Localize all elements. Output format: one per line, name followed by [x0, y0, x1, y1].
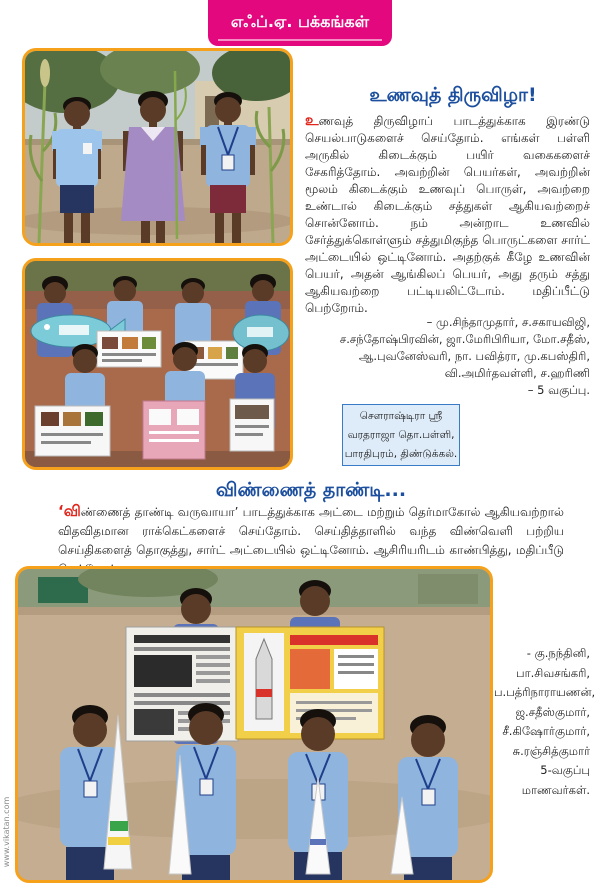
credit-line: மாணவர்கள்.: [521, 782, 590, 797]
school-line: வரதராஜா தொ.பள்ளி,: [347, 429, 455, 441]
drop-letter: உ: [305, 111, 319, 129]
credit-line: பா.சிவசங்கரி,: [516, 665, 590, 680]
chart-card: [230, 399, 274, 451]
credit-line: ப.பத்ரிநாராயணன்,: [494, 685, 596, 699]
credit-line: - கு.நந்தினி,: [526, 646, 590, 660]
chart-card: [35, 406, 110, 456]
student-credits: [300, 314, 590, 399]
credit-line: வி.அமிர்தவள்ளி, ச.ஹரிணி: [444, 366, 590, 380]
paragraph-text: ணவுத் திருவிழாப் பாடத்துக்காக இரண்டு செயல்பாடுகளைச் செய்தோம். எங்கள் பள்ளி அருகில் கிடைக்கும் பயிர் வகைகளைச் சேகரித்தோம். அவற்றின் பெயர்கள், அவற்றின் மூலம் கிடைக்கும் உணவுப் பொருள், அவற்றை உண்டால் கிடைக்கும் சத்துகள் ஆகியவற்றைச் சொன்னோம். நம் அன்றாட உணவில் சேர்த்துக்கொள்ளும் சத்துமிகுந்த பொருட்களை சார்ட் அட்டையில் ஒட்டினோம். அதற்குக் கீழே உணவின் பெயர், அதன் ஆங்கிலப் பெயர், அது தரும் சத்து ஆகியவற்றை பட்டியலிட்டோம். மதிப்பீட்டு பெற்றோம்.: [305, 114, 590, 315]
student-credits: [494, 644, 596, 800]
paragraph-text: ண்ணைத் தாண்டி வருவாயா’ பாடத்துக்காக அட்டை மற்றும் தெர்மாகோல் ஆகியவற்றால் விதவிதமான ராக்கெட்களைச் செய்தோம். செய்தித்தாளில் வந்த விண்வெளி பற்றிய செய்திகளைத் தொகுத்து, சார்ட் அட்டையில் ஒட்டினோம். ஆசிரியரிடம் காண்பித்து, மதிப்பீடு: [58, 505, 565, 557]
school-name-box: [342, 404, 460, 466]
photo-students-with-charts: [22, 258, 293, 470]
school-line: பாரதிபுரம், திண்டுக்கல்.: [344, 448, 458, 460]
credit-line: 5-வகுப்பு: [540, 763, 590, 777]
photo-scene: [25, 261, 290, 467]
photo-scene: [18, 569, 490, 880]
credit-line: சீ.கிஷோர்குமார்,: [502, 724, 590, 738]
credit-line: ஜ.சதீஸ்குமார்,: [515, 704, 590, 719]
article-paragraph: [305, 112, 590, 317]
section-tab: எஃப்.ஏ. பக்கங்கள்: [208, 0, 392, 46]
website-url: www.vikatan.com: [2, 796, 11, 868]
section-title-food-festival: உணவுத் திருவிழா!: [369, 84, 537, 106]
photo-students-with-plants: [22, 48, 293, 246]
credit-line: ச.சந்தோஷ்பிரவின், ஜா.மேரிபிரியா, மோ.சதீஸ்,: [339, 332, 590, 346]
chart-card: [97, 331, 161, 367]
credit-line: – மு.சிந்தாமுதார், ச.சகாயவிஜி,: [426, 315, 590, 329]
section-title-beyond-sky: விண்ணைத் தாண்டி...: [215, 479, 407, 501]
photo-students-with-rockets: [15, 566, 493, 883]
credit-line: ஆ.புவனேஸ்வரி, நா. பவித்ரா, மு.கபஸ்திரி,: [358, 349, 590, 363]
photo-scene: [25, 51, 290, 243]
school-line: சௌராஷ்டிரா ஸ்ரீ: [359, 410, 443, 422]
chart-card: [143, 401, 205, 459]
credit-line: – 5 வகுப்பு.: [527, 383, 590, 397]
credit-line: சு.ரஞ்சித்குமார்: [512, 743, 590, 758]
drop-letter: ‘வி: [58, 502, 81, 520]
